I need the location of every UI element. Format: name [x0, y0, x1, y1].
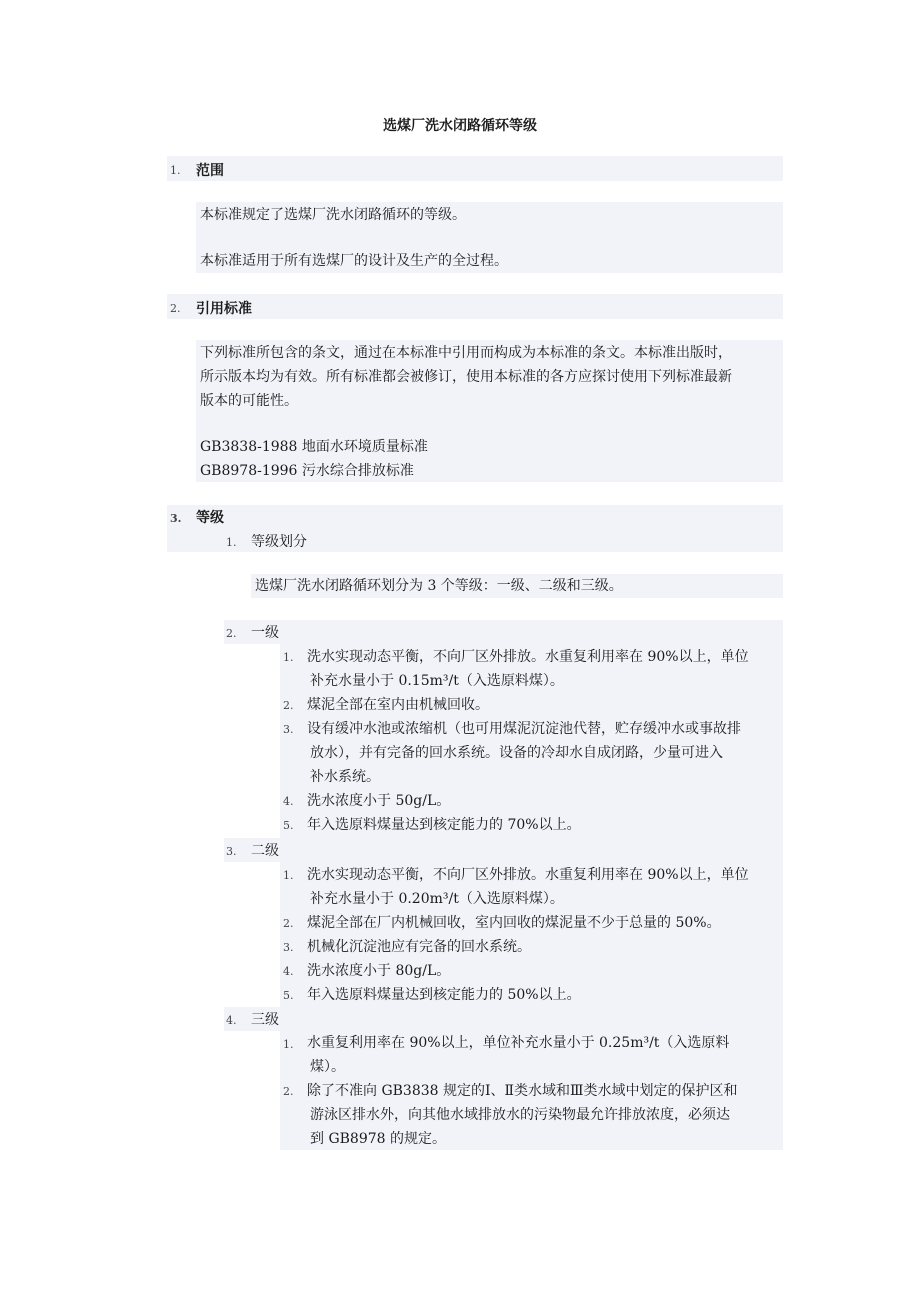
subsection-2-heading-band: [224, 620, 783, 644]
subsection-3-heading-band: [224, 838, 783, 862]
list-item-number: 1.: [283, 651, 294, 664]
reference-standard: GB3838-1988 地面水环境质量标准: [200, 439, 428, 455]
section-1-heading-band: [167, 156, 783, 181]
list-item-line: 补充水量小于 0.15m³/t（入选原料煤）。: [310, 673, 564, 689]
list-item-line: 洗水浓度小于 80g/L。: [307, 963, 451, 979]
list-item-line: 到 GB8978 的规定。: [310, 1131, 447, 1147]
list-item-number: 5.: [283, 989, 294, 1002]
subsection-4-heading: 三级: [251, 1012, 279, 1028]
section-1-number: 1.: [170, 164, 181, 177]
list-item-line: 煤）。: [310, 1059, 345, 1075]
list-item-number: 1.: [283, 1038, 294, 1051]
section-3-number: 3.: [170, 512, 182, 525]
list-item-line: 洗水实现动态平衡，不向厂区外排放。水重复利用率在 90%以上，单位: [307, 867, 749, 883]
list-item-line: 除了不准向 GB3838 规定的Ⅰ、Ⅱ类水域和Ⅲ类水域中划定的保护区和: [307, 1083, 738, 1099]
document-title: 选煤厂洗水闭路循环等级: [383, 118, 537, 134]
list-item-line: 设有缓冲水池或浓缩机（也可用煤泥沉淀池代替，贮存缓冲水或事故排: [307, 721, 741, 737]
section-2-paragraph-line: 下列标准所包含的条文，通过在本标准中引用而构成为本标准的条文。本标准出版时，: [200, 345, 732, 361]
list-item-line: 年入选原料煤量达到核定能力的 50%以上。: [307, 987, 581, 1003]
list-item-line: 放水），并有完备的回水系统。设备的冷却水自成闭路，少量可进入: [310, 745, 723, 761]
subsection-2-heading: 一级: [251, 625, 279, 641]
list-item-number: 2.: [283, 699, 294, 712]
subsection-4-heading-band: [224, 1007, 783, 1031]
subsection-1-text: 选煤厂洗水闭路循环划分为 3 个等级：一级、二级和三级。: [255, 578, 623, 594]
list-item-number: 2.: [283, 917, 294, 930]
section-1-paragraph-1: 本标准规定了选煤厂洗水闭路循环的等级。: [200, 207, 466, 223]
subsection-4-number: 4.: [226, 1014, 237, 1027]
section-2-number: 2.: [170, 302, 181, 315]
list-item-number: 1.: [283, 869, 294, 882]
list-item-number: 2.: [283, 1085, 294, 1098]
list-item-line: 煤泥全部在室内由机械回收。: [307, 697, 489, 713]
section-3-heading: 等级: [196, 510, 224, 526]
list-item-line: 煤泥全部在厂内机械回收，室内回收的煤泥量不少于总量的 50%。: [307, 915, 721, 931]
list-item-line: 洗水浓度小于 50g/L。: [307, 793, 451, 809]
list-item-line: 补水系统。: [310, 769, 380, 785]
subsection-3-number: 3.: [226, 845, 237, 858]
list-item-line: 游泳区排水外，向其他水域排放水的污染物最允许排放浓度，必须达: [310, 1107, 730, 1123]
section-2-heading-band: [167, 294, 783, 319]
subsection-2-number: 2.: [226, 627, 237, 640]
subsection-3-heading: 二级: [251, 843, 279, 859]
section-1-heading: 范围: [196, 163, 224, 179]
section-2-paragraph-line: 版本的可能性。: [200, 393, 298, 409]
list-item-number: 3.: [283, 941, 294, 954]
list-item-line: 年入选原料煤量达到核定能力的 70%以上。: [307, 817, 581, 833]
list-item-number: 4.: [283, 795, 294, 808]
section-2-paragraph-line: 所示版本均为有效。所有标准都会被修订，使用本标准的各方应探讨使用下列标准最新: [200, 369, 732, 385]
subsection-1-number: 1.: [226, 536, 237, 549]
list-item-line: 水重复利用率在 90%以上，单位补充水量小于 0.25m³/t（入选原料: [307, 1035, 730, 1051]
list-item-line: 洗水实现动态平衡，不向厂区外排放。水重复利用率在 90%以上，单位: [307, 649, 749, 665]
reference-standard: GB8978-1996 污水综合排放标准: [200, 463, 414, 479]
section-1-paragraph-2: 本标准适用于所有选煤厂的设计及生产的全过程。: [200, 253, 508, 269]
list-item-number: 3.: [283, 723, 294, 736]
list-item-line: 补充水量小于 0.20m³/t（入选原料煤）。: [310, 891, 564, 907]
section-2-heading: 引用标准: [196, 301, 252, 317]
list-item-number: 4.: [283, 965, 294, 978]
list-item-line: 机械化沉淀池应有完备的回水系统。: [307, 939, 531, 955]
subsection-1-heading: 等级划分: [251, 534, 307, 550]
list-item-number: 5.: [283, 819, 294, 832]
